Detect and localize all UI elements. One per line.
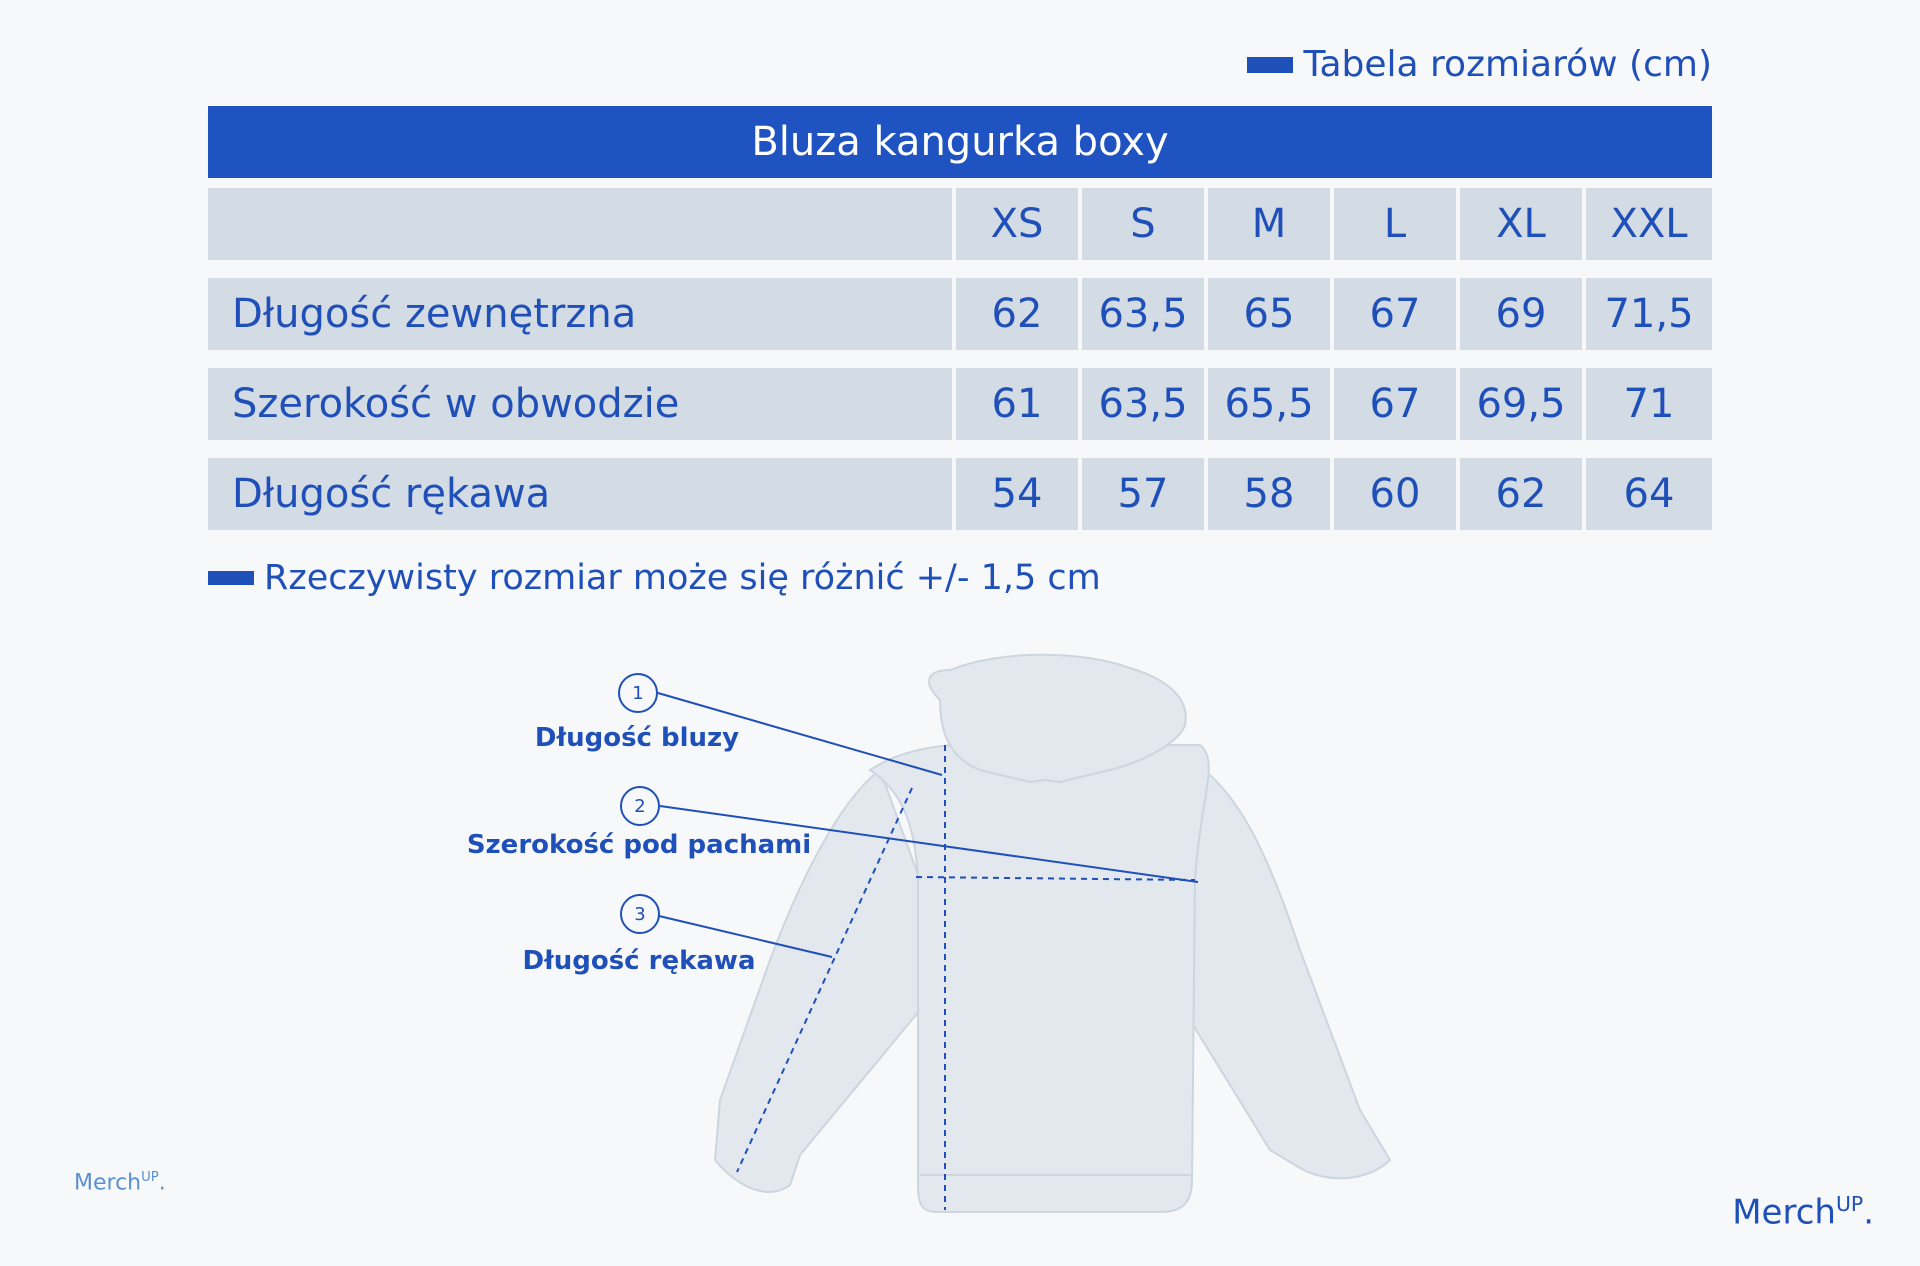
merchup-logo: [1732, 1192, 1874, 1232]
marker-3: [621, 895, 659, 933]
legend-table-units-text: Tabela rozmiarów (cm): [1303, 44, 1712, 85]
table-cell: 63,5: [1082, 368, 1204, 440]
logo-dot: .: [1863, 1192, 1874, 1233]
hoodie-body: [870, 745, 1209, 1212]
hoodie-right-sleeve: [1190, 760, 1390, 1178]
table-cell: 65: [1208, 278, 1330, 350]
logo-sup: UP: [141, 1170, 159, 1185]
marker-number: 1: [632, 683, 644, 704]
logo-sup: UP: [1835, 1192, 1864, 1216]
table-cell: 69,5: [1460, 368, 1582, 440]
table-cell: 71,5: [1586, 278, 1712, 350]
table-cell: 71: [1586, 368, 1712, 440]
row-label: Szerokość w obwodzie: [208, 368, 952, 440]
table-title: Bluza kangurka boxy: [208, 106, 1712, 178]
table-cell: 65,5: [1208, 368, 1330, 440]
table-cell: 63,5: [1082, 278, 1204, 350]
table-cell: 67: [1334, 368, 1456, 440]
table-cell: 62: [1460, 458, 1582, 530]
table-cell: 58: [1208, 458, 1330, 530]
marker-1: [619, 674, 657, 712]
measure-label-sleeve-length: Długość rękawa: [522, 946, 756, 976]
table-cell: 69: [1460, 278, 1582, 350]
logo-text: Merch: [1732, 1192, 1836, 1233]
size-header-xl: XL: [1460, 188, 1582, 260]
table-cell: 54: [956, 458, 1078, 530]
logo-dot: .: [158, 1170, 166, 1196]
size-header-l: L: [1334, 188, 1456, 260]
table-cell: 61: [956, 368, 1078, 440]
marker-2: [621, 787, 659, 825]
table-cell: 60: [1334, 458, 1456, 530]
merchup-logo-small: [74, 1170, 166, 1195]
table-cell: 62: [956, 278, 1078, 350]
measure-label-chest-width: Szerokość pod pachami: [466, 830, 812, 860]
measure-label-body-length: Długość bluzy: [534, 723, 740, 753]
table-cell: 57: [1082, 458, 1204, 530]
marker-number: 3: [634, 904, 646, 925]
table-cell: 64: [1586, 458, 1712, 530]
table-cell: 67: [1334, 278, 1456, 350]
size-header-m: M: [1208, 188, 1330, 260]
row-label: Długość zewnętrzna: [208, 278, 952, 350]
size-header-s: S: [1082, 188, 1204, 260]
size-header-xs: XS: [956, 188, 1078, 260]
size-header-xxl: XXL: [1586, 188, 1712, 260]
logo-text: Merch: [74, 1170, 142, 1196]
marker-number: 2: [634, 796, 646, 817]
tolerance-note-text: Rzeczywisty rozmiar może się różnić +/- 1,5 cm: [264, 558, 1101, 598]
row-label: Długość rękawa: [208, 458, 952, 530]
